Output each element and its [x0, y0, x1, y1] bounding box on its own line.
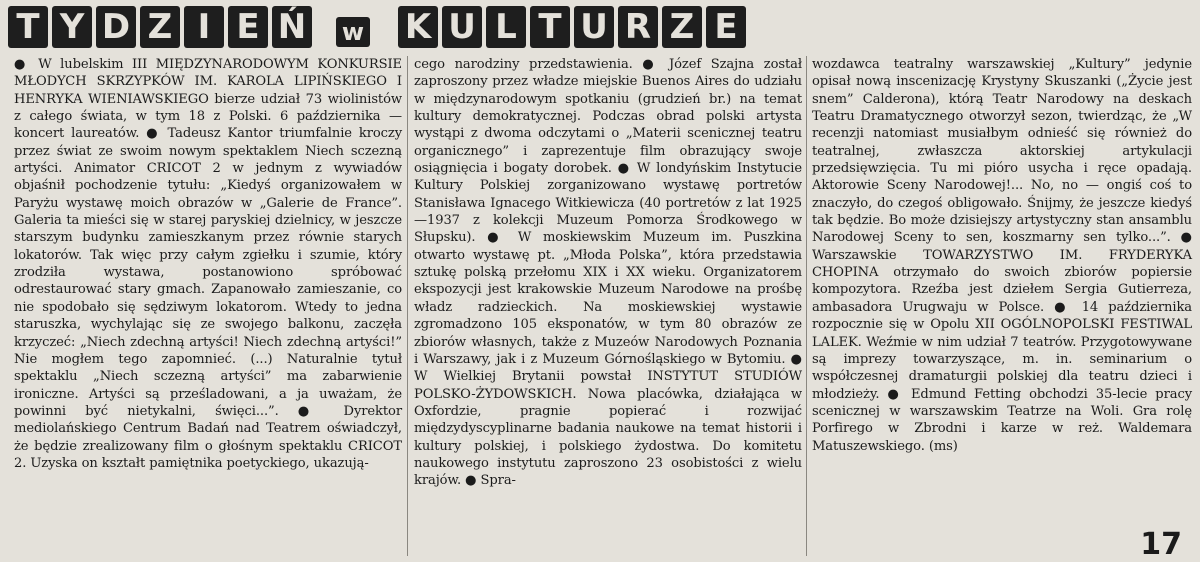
article-column-3 — [812, 56, 1192, 455]
masthead-letter: D — [96, 6, 136, 48]
masthead-letter: Ń — [272, 6, 312, 48]
column-text: wozdawca teatralny warszawskiej „Kultury” jedynie opisał nową inscenizację Krystyny Skuszanki („Życie jest snem” Calderona), którą Teatr Narodowy na deskach Teatru Dramatycznego otworzył sezon, twierdząc, że „W recenzji natomiast musiałbym odnieść się również do teatralnej, zwłaszcza aktorskiej artykulacji przedsięwzięcia. Tu mi pióro usycha i ręce opadają. Aktorowie Sceny Narodowej!... No, no — ongiś coś to znaczyło, do czegoś obligowało. Śnijmy, że jeszcze kiedyś tak będzie. Bo może dzisiejszy artystyczny stan ansamblu Narodowej Sceny to sen, koszmarny sen tylko...”. ● Warszawskie TOWARZYSTWO IM. FRYDERYKA CHOPINA otrzymało do swoich zbiorów popiersie kompozytora. Rzeźba jest dziełem Sergia Gutierreza, ambasadora Urugwaju w Polsce. ● 14 października rozpocznie się w Opolu XII OGÓLNOPOLSKI FESTIWAL LALEK. Weźmie w nim udział 7 teatrów. Przygotowywane są imprezy towarzyszące, m. in. seminarium o współczesnej dramaturgii polskiej dla teatru dzieci i młodzieży. ● Edmund Fetting obchodzi 35-lecie pracy scenicznej w warszawskim Teatrze na Woli. Gra rolę Porfirego w Zbrodni i karze w reż. Waldemara Matuszewskiego. (ms) — [812, 57, 1192, 454]
article-column-2 — [414, 56, 802, 490]
masthead-letter: R — [618, 6, 658, 48]
masthead-letter: Y — [52, 6, 92, 48]
article-column-1 — [14, 56, 402, 472]
masthead-letter: U — [442, 6, 482, 48]
masthead-small-letter: w — [336, 17, 370, 47]
column-text: cego narodziny przedstawienia. ● Józef Szajna został zaproszony przez władze miejskie Buenos Aires do udziału w międzynarodowym spotkaniu (grudzień br.) na temat kultury demokratycznej. Podczas obrad polski artysta wystąpi z dwoma odczytami o „Materii scenicznej teatru organicznego” i zaprezentuje film obrazujący swoje osiągnięcia i bogaty dorobek. ● W londyńskim Instytucie Kultury Polskiej zorganizowano wystawę portretów Stanisława Ignacego Witkiewicza (40 portretów z lat 1925—1937 z kolekcji Muzeum Pomorza Środkowego w Słupsku). ● W moskiewskim Muzeum im. Puszkina otwarto wystawę pt. „Młoda Polska”, która przedstawia sztukę polską przełomu XIX i XX wieku. Organizatorem ekspozycji jest krakowskie Muzeum Narodowe na prośbę władz radzieckich. Na moskiewskiej wystawie zgromadzono 105 eksponatów, w tym 80 obrazów ze zbiorów własnych, także z Muzeów Narodowych Poznania i Warszawy, jak i z Muzeum Górnośląskiego w Bytomiu. ● W Wielkiej Brytanii powstał INSTYTUT STUDIÓW POLSKO-ŻYDOWSKICH. Nowa placówka, działająca w Oxfordzie, pragnie popierać i rozwijać międzydyscyplinarne badania naukowe na temat historii i kultury polskiej, i polskiego żydostwa. Do komitetu naukowego instytutu zaproszono 23 osobistości z wielu krajów. ● Spra- — [414, 57, 802, 489]
masthead-letter: Z — [662, 6, 702, 48]
masthead-letter: E — [706, 6, 746, 48]
masthead-letter: E — [228, 6, 268, 48]
column-divider — [806, 56, 807, 556]
masthead-letter: U — [574, 6, 614, 48]
column-divider — [407, 56, 408, 556]
masthead-letter: I — [184, 6, 224, 48]
column-text: ● W lubelskim III MIĘDZYNARODOWYM KONKURSIE MŁODYCH SKRZYPKÓW IM. KAROLA LIPIŃSKIEGO I HENRYKA WIENIAWSKIEGO bierze udział 73 wiolinistów z całego świata, w tym 18 z Polski. 6 października — koncert laureatów. ● Tadeusz Kantor triumfalnie kroczy przez świat ze swoim nowym spektaklem Niech sczezną artyści. Animator CRICOT 2 w jednym z wywiadów objaśnił pochodzenie tytułu: „Kiedyś organizowałem w Paryżu wystawę moich obrazów w „Galerie de France”. Galeria ta mieści się w starej paryskiej dzielnicy, w jeszcze starszym budynku zamieszkanym przez równie starych lokatorów. Tak więc przy całym zgiełku i szumie, który zrodziła wystawa, postanowiono spróbować odrestaurować stary gmach. Zapanowało zamieszanie, co nie spodobało się sędziwym lokatorom. Wtedy to jedna staruszka, wychylając się ze swojego balkonu, zaczęła krzyczeć: „Niech zdechną artyści! Niech zdechną artyści!” Nie mogłem tego zapomnieć. (...) Naturalnie tytuł spektaklu „Niech sczezną artyści” ma zabarwienie ironiczne. Artyści są prześladowani, a ja uważam, że powinni być nietykalni, święci...”. ● Dyrektor mediolańskiego Centrum Badań nad Teatrem oświadczył, że będzie zrealizowany film o głośnym spektaklu CRICOT 2. Uzyska on kształt pamiętnika poetyckiego, ukazują- — [14, 57, 402, 471]
masthead-letter: T — [530, 6, 570, 48]
page-number: 17 — [1140, 527, 1182, 562]
masthead-letter: K — [398, 6, 438, 48]
masthead-tydzien-w-kulturze — [8, 2, 1192, 52]
masthead-letter: T — [8, 6, 48, 48]
masthead-letter: L — [486, 6, 526, 48]
masthead-letter: Z — [140, 6, 180, 48]
